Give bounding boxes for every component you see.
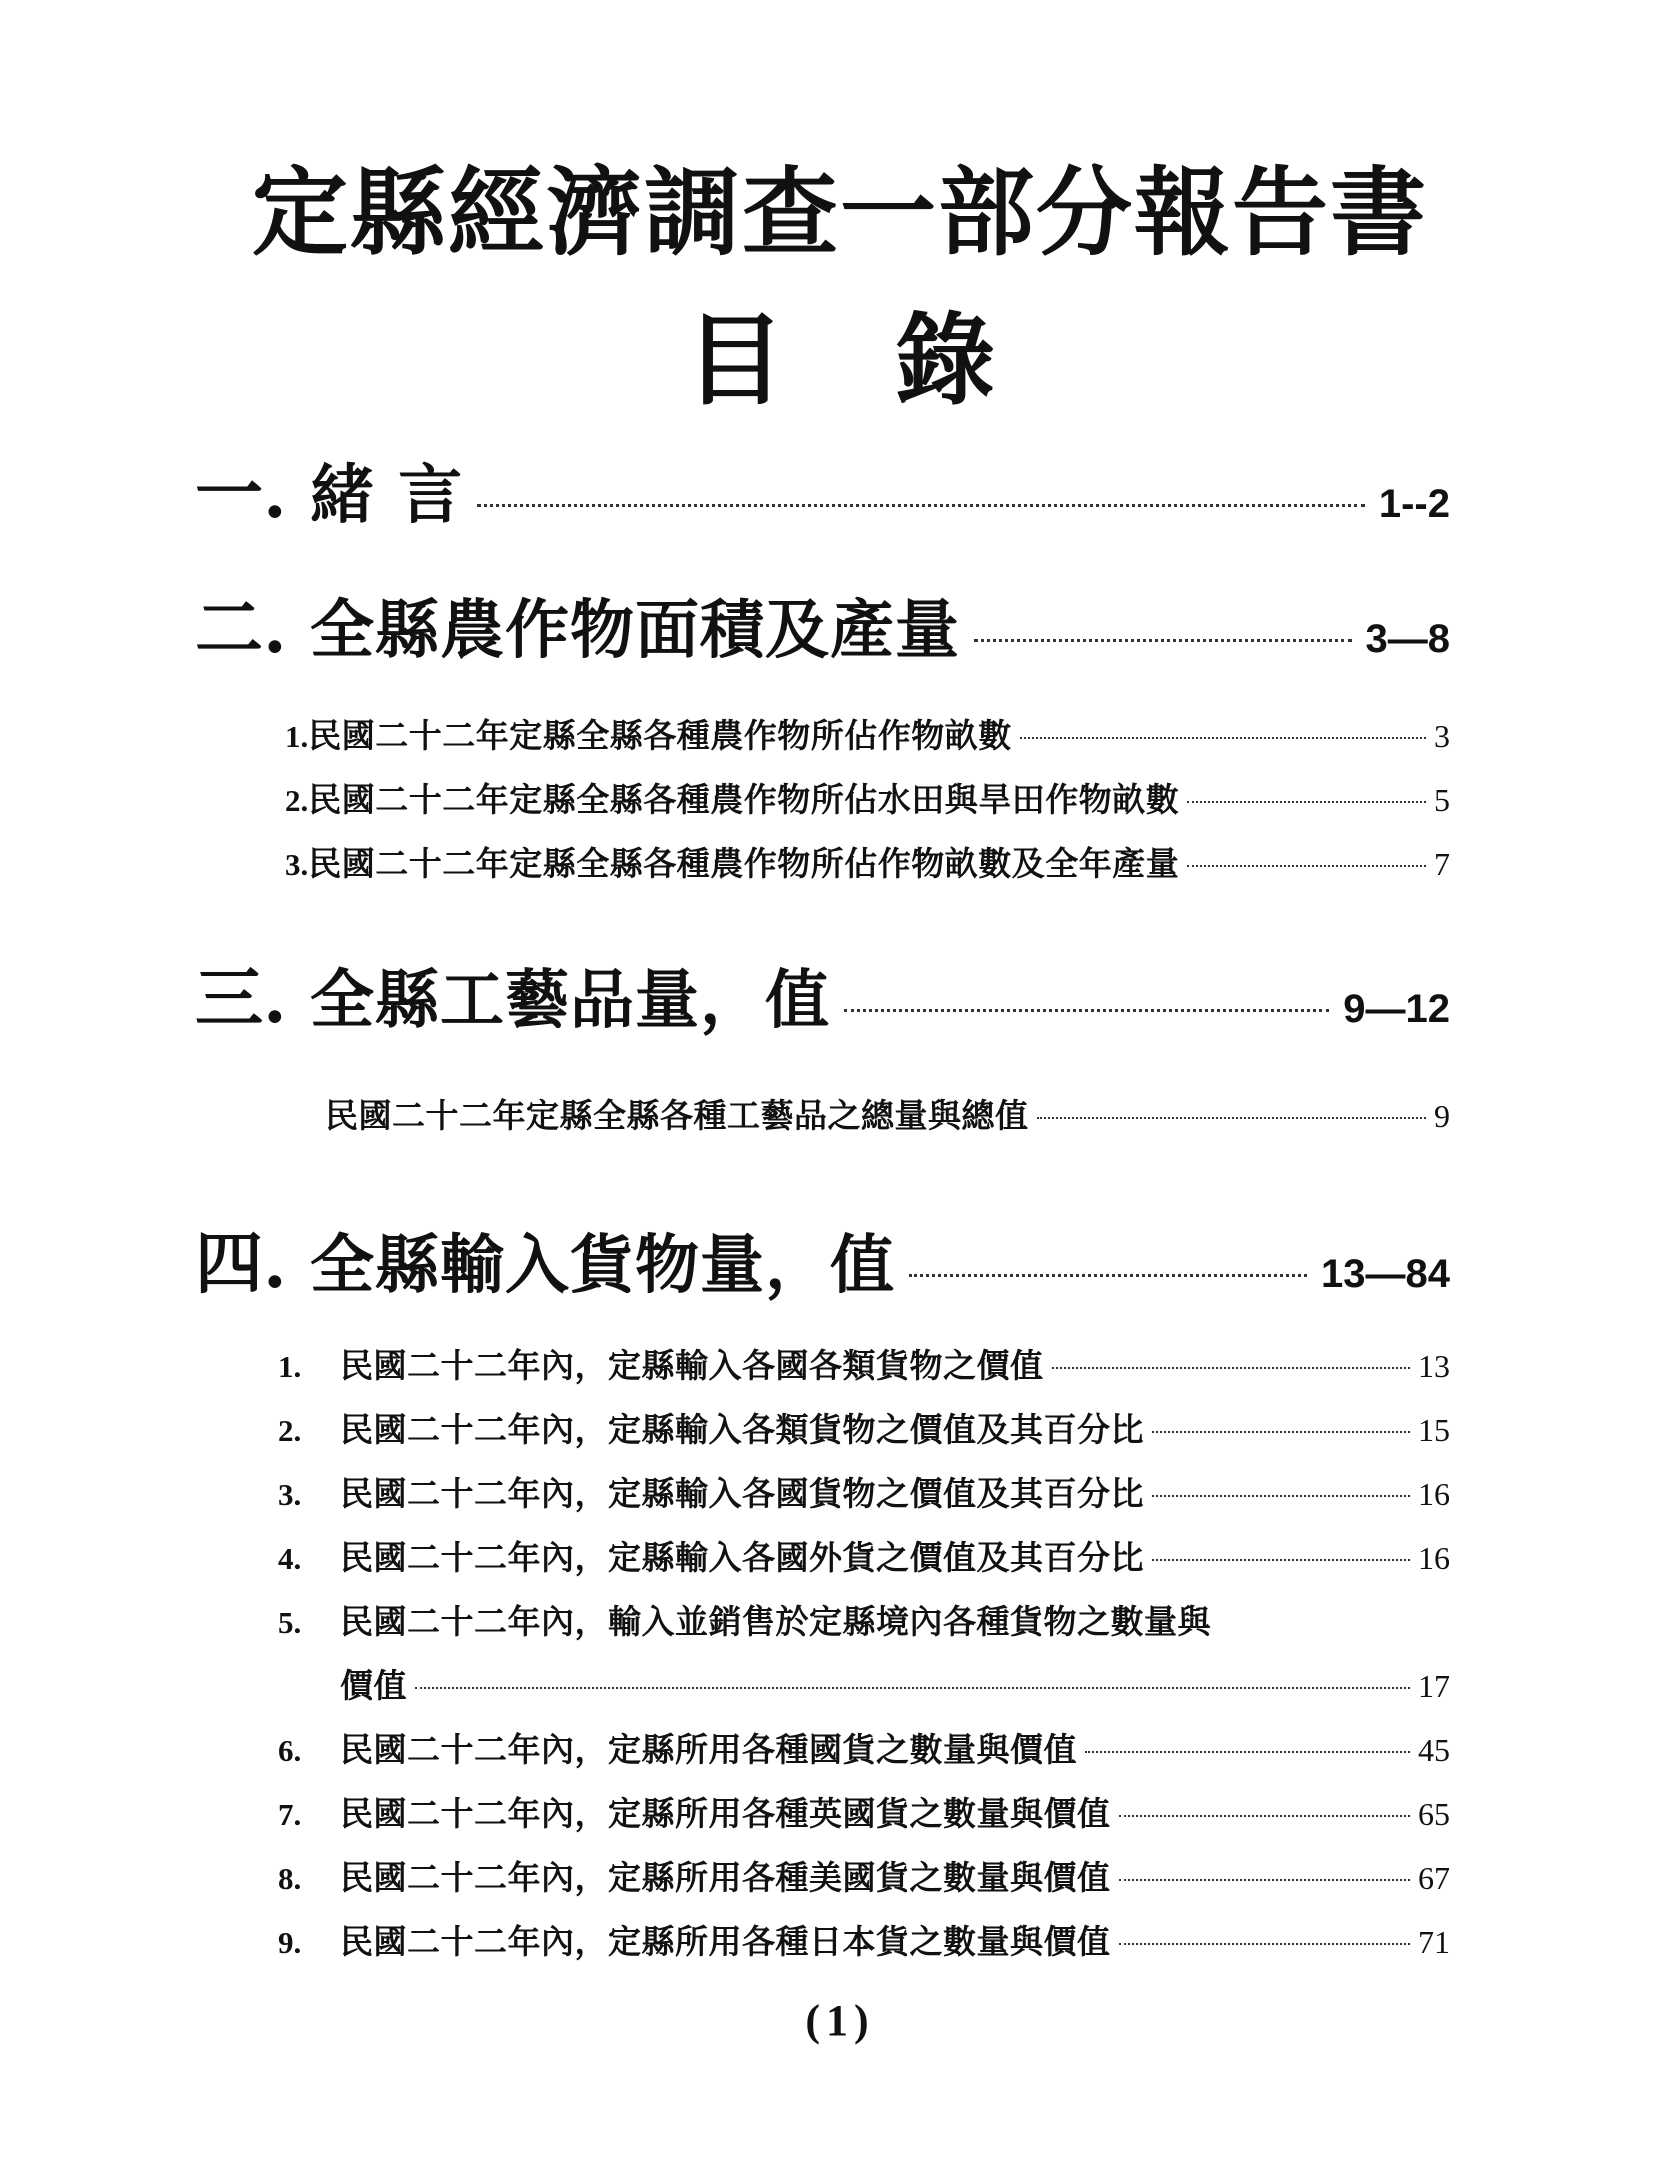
toc-item[interactable] (278, 1724, 1450, 1771)
dot-leader (1152, 1431, 1410, 1433)
toc-item[interactable] (278, 1916, 1450, 1963)
section-number: 三. (195, 959, 287, 1039)
item-number: 5. (278, 1605, 302, 1640)
section-page-range: 9—12 (1343, 987, 1450, 1031)
section-page-range: 3—8 (1365, 617, 1450, 661)
item-number: 6. (278, 1733, 302, 1768)
item-page: 17 (1418, 1668, 1450, 1704)
item-text-continuation: 價值 (340, 1666, 407, 1705)
item-text: 民國二十二年內，定縣所用各種英國貨之數量與價值 (340, 1794, 1111, 1833)
item-page: 71 (1418, 1924, 1450, 1960)
item-text: 民國二十二年定縣全縣各種農作物所佔作物畝數 (308, 716, 1012, 755)
item-number: 2. (285, 783, 309, 818)
section-page-range: 1--2 (1378, 482, 1450, 526)
dot-leader (1152, 1559, 1410, 1561)
dot-leader (1119, 1943, 1411, 1945)
item-page: 13 (1418, 1348, 1450, 1384)
dot-leader (1187, 801, 1426, 803)
item-text: 民國二十二年內，定縣所用各種美國貨之數量與價值 (340, 1858, 1111, 1897)
item-number: 1. (285, 719, 309, 754)
toc-item[interactable] (278, 1852, 1450, 1899)
item-page: 5 (1434, 782, 1450, 818)
dot-leader (909, 1274, 1307, 1277)
toc-item[interactable] (278, 1404, 1450, 1451)
toc-item[interactable] (278, 1340, 1450, 1387)
item-page: 3 (1434, 718, 1450, 754)
toc-item[interactable] (278, 1532, 1450, 1579)
dot-leader (1085, 1751, 1410, 1753)
item-text: 民國二十二年定縣全縣各種農作物所佔水田與旱田作物畝數 (308, 780, 1180, 819)
item-text: 民國二十二年定縣全縣各種工藝品之總量與總值 (325, 1096, 1029, 1135)
section-page-range: 13—84 (1321, 1252, 1450, 1296)
toc-item[interactable] (278, 1788, 1450, 1835)
item-number: 3. (285, 847, 309, 882)
toc-section-2[interactable] (195, 575, 1450, 672)
item-text: 民國二十二年內，定縣輸入各國各類貨物之價值 (340, 1346, 1044, 1385)
toc-item-continuation[interactable] (340, 1660, 1450, 1707)
section-number: 四. (195, 1224, 287, 1304)
dot-leader (1119, 1815, 1411, 1817)
toc-item[interactable] (285, 774, 1450, 821)
section-title: 全縣工藝品量，值 (310, 963, 830, 1038)
section-number: 一. (195, 454, 287, 534)
dot-leader (1187, 865, 1426, 867)
dot-leader (1119, 1879, 1411, 1881)
page-number: (1) (805, 1996, 875, 2045)
item-text: 民國二十二年定縣全縣各種農作物所佔作物畝數及全年產量 (308, 844, 1180, 883)
item-page: 16 (1418, 1540, 1450, 1576)
item-number: 4. (278, 1541, 302, 1576)
document-title: 定縣經濟調查一部分報告書 (252, 156, 1428, 269)
item-page: 7 (1434, 846, 1450, 882)
section-title: 緒 言 (310, 458, 464, 533)
item-text: 民國二十二年內，定縣所用各種國貨之數量與價值 (340, 1730, 1077, 1769)
toc-heading: 目錄 (685, 301, 1105, 419)
item-text: 民國二十二年內，定縣輸入各國貨物之價值及其百分比 (340, 1474, 1144, 1513)
item-page: 15 (1418, 1412, 1450, 1448)
toc-section-3[interactable] (195, 945, 1450, 1042)
toc-item[interactable] (285, 710, 1450, 757)
toc-item[interactable] (325, 1090, 1450, 1137)
toc-item[interactable] (278, 1468, 1450, 1515)
item-page: 67 (1418, 1860, 1450, 1896)
item-text: 民國二十二年內，輸入並銷售於定縣境內各種貨物之數量與 (340, 1602, 1211, 1641)
dot-leader (1052, 1367, 1411, 1369)
dot-leader (1152, 1495, 1410, 1497)
dot-leader (415, 1687, 1410, 1689)
item-number: 3. (278, 1477, 302, 1512)
section-title: 全縣輸入貨物量，值 (310, 1228, 895, 1303)
dot-leader (844, 1009, 1329, 1012)
item-page: 45 (1418, 1732, 1450, 1768)
item-number: 1. (278, 1349, 302, 1384)
toc-item[interactable] (278, 1596, 1450, 1643)
item-text: 民國二十二年內，定縣輸入各類貨物之價值及其百分比 (340, 1410, 1144, 1449)
toc-section-1[interactable] (195, 440, 1450, 537)
dot-leader (1037, 1117, 1427, 1119)
section-number: 二. (195, 589, 287, 669)
dot-leader (1020, 737, 1426, 739)
section-title: 全縣農作物面積及產量 (310, 593, 960, 668)
toc-item[interactable] (285, 838, 1450, 885)
item-page: 16 (1418, 1476, 1450, 1512)
dot-leader (974, 639, 1352, 642)
dot-leader (477, 504, 1365, 507)
item-number: 8. (278, 1861, 302, 1896)
item-text: 民國二十二年內，定縣輸入各國外貨之價值及其百分比 (340, 1538, 1144, 1577)
item-number: 2. (278, 1413, 302, 1448)
item-text: 民國二十二年內，定縣所用各種日本貨之數量與價值 (340, 1922, 1111, 1961)
item-page: 65 (1418, 1796, 1450, 1832)
toc-section-4[interactable] (195, 1210, 1450, 1307)
item-page: 9 (1434, 1098, 1450, 1134)
item-number: 9. (278, 1925, 302, 1960)
item-number: 7. (278, 1797, 302, 1832)
